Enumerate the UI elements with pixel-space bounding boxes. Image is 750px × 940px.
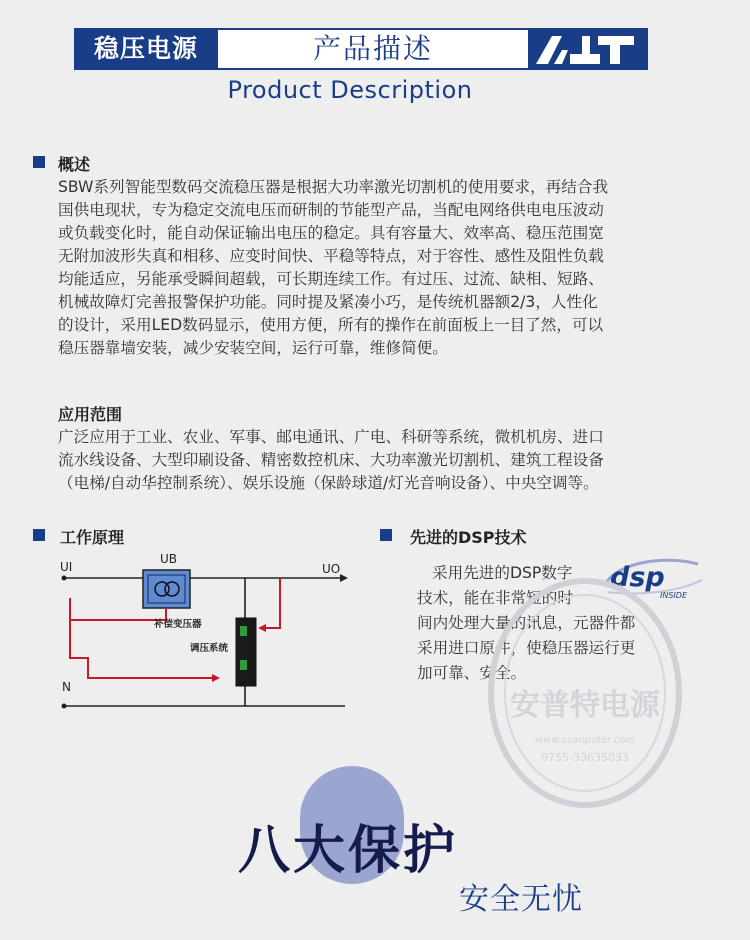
regulator-indicator-bottom — [240, 660, 247, 670]
application-heading: 应用范围 — [58, 405, 123, 424]
dsp-line: 技术，能在非常短的时 — [417, 589, 573, 607]
overview-line: 或负载变化时，能自动保证输出电压的稳定。具有容量大、效率高、稳压范围宽 — [58, 224, 604, 242]
overview-line: 机械故障灯完善报警保护功能。同时提及紧凑小巧，是传统机器额2/3，人性化 — [58, 293, 598, 311]
dsp-logo-text: dsp — [610, 562, 665, 593]
dsp-line: 采用先进的DSP数字 — [432, 564, 573, 582]
overview-line: 均能适应，另能承受瞬间超载，可长期连续工作。有过压、过流、缺相、短路、 — [58, 270, 604, 288]
overview-line: SBW系列智能型数码交流稳压器是根据大功率激光切割机的使用要求，再结合我 — [58, 178, 609, 196]
brand-logo — [528, 28, 648, 70]
header-category-label: 稳压电源 — [74, 28, 218, 70]
label-ub: UB — [160, 552, 178, 566]
label-regulator: 调压系统 — [190, 643, 229, 654]
terminal-ui-dot — [62, 576, 67, 581]
label-n: N — [62, 680, 71, 694]
label-ui: UI — [60, 560, 73, 574]
principle-bullet-icon — [33, 529, 45, 541]
red-feed-wire — [264, 578, 280, 628]
transformer-box — [143, 570, 190, 608]
overview-paragraph — [58, 176, 698, 360]
dsp-line: 间内处理大量的讯息，元器件都 — [417, 614, 636, 632]
red-arrow-icon — [212, 674, 220, 682]
overview-bullet-icon — [33, 156, 45, 168]
svg-text:安普特电源: 安普特电源 — [510, 688, 660, 723]
application-line: 流水线设备、大型印刷设备、精密数控机床、大功率激光切割机、建筑工程设备 — [58, 451, 604, 469]
dsp-bullet-icon — [380, 529, 392, 541]
alt-logo-icon — [528, 28, 648, 70]
dsp-heading: 先进的DSP技术 — [410, 528, 527, 547]
principle-heading: 工作原理 — [60, 528, 125, 547]
svg-text:0755-33635033: 0755-33635033 — [541, 751, 629, 764]
regulator-indicator-top — [240, 626, 247, 636]
overview-line: 国供电现状，专为稳定交流电压而研制的节能型产品，当配电网络供电电压波动 — [58, 201, 604, 219]
application-paragraph — [58, 426, 738, 495]
dsp-logo-subtext: INSIDE — [660, 591, 687, 600]
company-seal-icon — [485, 575, 685, 815]
header-subtitle: Product Description — [227, 76, 473, 104]
dsp-line: 采用进口原件，使稳压器运行更 — [417, 639, 636, 657]
application-line: （电梯/自动华控制系统）、娱乐设施（保龄球道/灯光音响设备）、中央空调等。 — [58, 474, 599, 492]
svg-text:www.szanputer.com: www.szanputer.com — [534, 735, 636, 746]
terminal-n-dot — [62, 704, 67, 709]
overview-heading: 概述 — [58, 155, 91, 174]
overview-line: 无附加波形失真和相移、应变时间快、平稳等特点，对于容性、感性及阻性负载 — [58, 247, 604, 265]
overview-line: 稳压器靠墙安装，减少安装空间，运行可靠，维修简便。 — [58, 339, 448, 357]
overview-line: 的设计，采用LED数码显示，使用方便，所有的操作在前面板上一目了然，可以 — [58, 316, 604, 334]
label-transformer: 补偿变压器 — [154, 619, 202, 630]
footer-title: 八大保护 — [238, 821, 459, 881]
company-seal — [485, 575, 685, 815]
header-title: 产品描述 — [312, 32, 433, 65]
application-line: 广泛应用于工业、农业、军事、邮电通讯、广电、科研等系统，微机机房、进口 — [58, 428, 604, 446]
footer-subtitle: 安全无忧 — [459, 882, 583, 917]
dsp-line: 加可靠、安全。 — [417, 664, 527, 682]
label-uo: UO — [322, 562, 341, 576]
output-arrow-icon — [340, 574, 348, 582]
